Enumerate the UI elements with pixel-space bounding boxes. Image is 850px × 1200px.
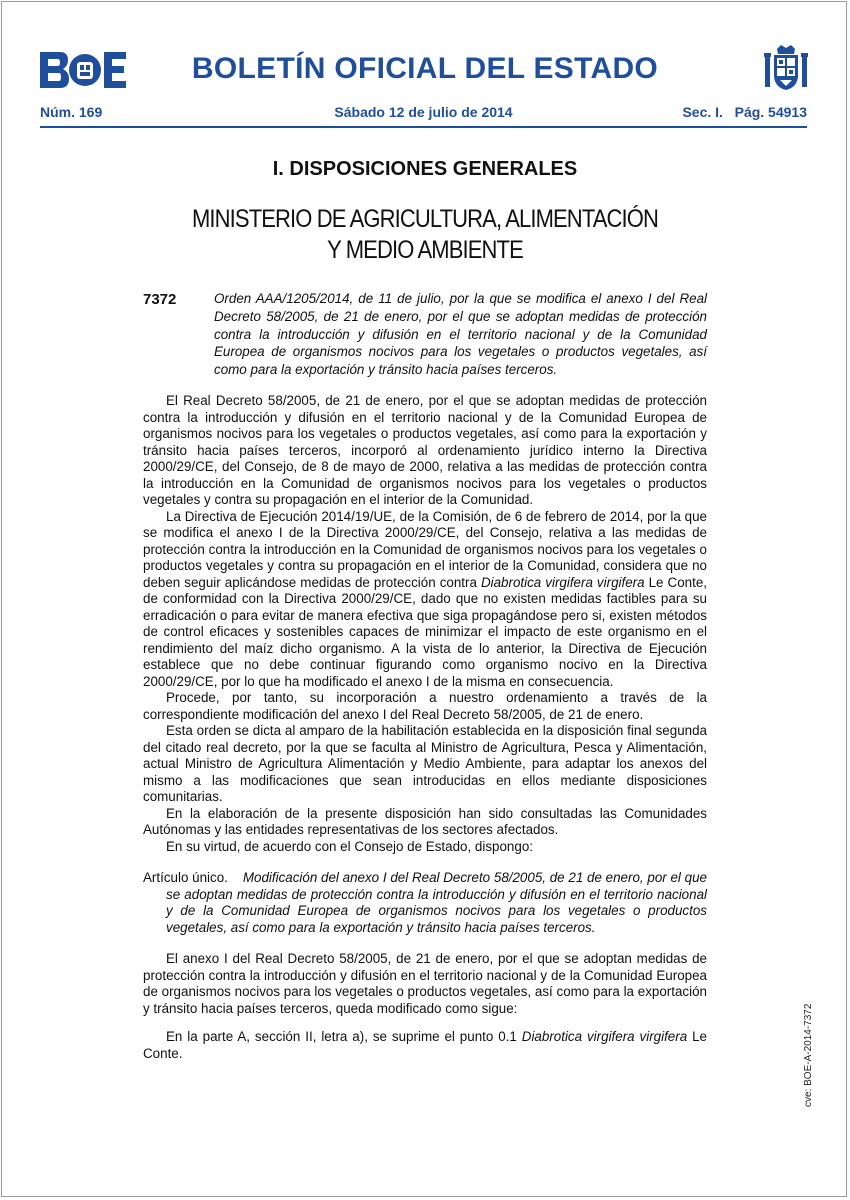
paragraph: En la parte A, sección II, letra a), se suprime el punto 0.1 Diabrotica virgifera virgifera Le Conte. [143,1029,707,1061]
article-heading [143,870,707,936]
ministry-heading [183,204,667,266]
species-name: Diabrotica virgifera virgifera [521,1029,688,1044]
cve-identifier: cve: BOE-A-2014-7372 [803,1003,814,1107]
boe-logo [40,52,126,88]
document-number: 7372 [143,291,177,308]
document-summary: Orden AAA/1205/2014, de 11 de julio, por la que se modifica el anexo I del Real Decreto 58/2005, de 21 de enero, por el que se adoptan medidas de protección contra la introducción y difusión en el territorio nacional y de la Comunidad Europea de organismos nocivos para los vegetales o productos vegetales, así como para la exportación y tránsito hacia países terceros. [214,291,707,378]
paragraph: Procede, por tanto, su incorporación a nuestro ordenamiento a través de la correspondiente modificación del anexo I del Real Decreto 58/2005, de 21 de enero. [143,690,707,722]
ministry-line-1: MINISTERIO DE AGRICULTURA, ALIMENTACIÓN [191,205,659,233]
article-label: Artículo único. [143,870,228,885]
boe-logo-graphic [40,52,126,88]
issue-date: Sábado 12 de julio de 2014 [334,104,513,120]
species-name: Diabrotica virgifera virgifera [480,574,645,590]
header-divider [40,126,807,128]
paragraph: La Directiva de Ejecución 2014/19/UE, de la Comisión, de 6 de febrero de 2014, por la que se modifica el anexo I de la Directiva 2000/29/CE, del Consejo, relativa a las medidas de protección contra la introducción en la Comunidad de organismos nocivos para los vegetales o productos vegetales y contra su propagación en el interior de la Comunidad, considera que no deben seguir aplicándose medidas de protección contra Diabrotica virgifera virgifera Le Conte, de conformidad con la Directiva 2000/29/CE, dado que no existen medidas factibles para su erradicación o para evitar de manera efectiva que siga propagándose pero si, existen métodos de control eficaces y sostenibles capaces de minimizar el impacto de este organismo en el rendimiento del maíz dicho organismo. A la vista de lo anterior, la Directiva de Ejecución establece que no debe continuar figurando como organismo nocivo en la Directiva 2000/29/CE, por lo que ha modificado el anexo I de la misma en consecuencia. [143,508,707,689]
section-page: Sec. I. Pág. 54913 [682,104,807,120]
paragraph: En la elaboración de la presente disposición han sido consultadas las Comunidades Autónomas y las entidades representativas de los sectores afectados. [143,805,707,837]
section-title: I. DISPOSICIONES GENERALES [272,158,578,180]
spanish-coat-of-arms-icon [763,43,809,93]
ministry-line-2: Y MEDIO AMBIENTE [327,236,523,264]
document-body [143,393,707,1062]
paragraph: En su virtud, de acuerdo con el Consejo de Estado, dispongo: [166,838,533,854]
paragraph: El Real Decreto 58/2005, de 21 de enero, por el que se adoptan medidas de protección contra la introducción y difusión en el territorio nacional y de la Comunidad Europea de organismos nocivos para los vegetales o productos vegetales, así como para la exportación y tránsito hacia países terceros, incorporó al ordenamiento jurídico interno la Directiva 2000/29/CE, del Consejo, de 8 de mayo de 2000, relativa a las medidas de protección contra la introducción en la Comunidad de organismos nocivos para los vegetales o productos vegetales y contra su propagación en el interior de la Comunidad. [143,393,707,507]
gazette-title: BOLETÍN OFICIAL DEL ESTADO [191,52,659,85]
issue-number: Núm. 169 [40,104,103,120]
article-title: Modificación del anexo I del Real Decreto 58/2005, de 21 de enero, por el que se adoptan medidas de protección contra la introducción y difusión en el territorio nacional y de la Comunidad Europea de organismos nocivos para los vegetales o productos vegetales, así como para la exportación y tránsito hacia países terceros. [166,870,707,935]
paragraph: El anexo I del Real Decreto 58/2005, de 21 de enero, por el que se adoptan medidas de protección contra la introducción y difusión en el territorio nacional y de la Comunidad Europea de organismos nocivos para los vegetales o productos vegetales, así como para la exportación y tránsito hacia países terceros, queda modificado como sigue: [143,951,707,1016]
paragraph: Esta orden se dicta al amparo de la habilitación establecida en la disposición final segunda del citado real decreto, por la que se faculta al Ministro de Agricultura, Pesca y Alimentación, actual Ministro de Agricultura Alimentación y Medio Ambiente, para adaptar los anexos del mismo a las modificaciones que sean introducidas en ellos mediante disposiciones comunitarias. [143,723,707,804]
issue-info-row [40,104,807,124]
